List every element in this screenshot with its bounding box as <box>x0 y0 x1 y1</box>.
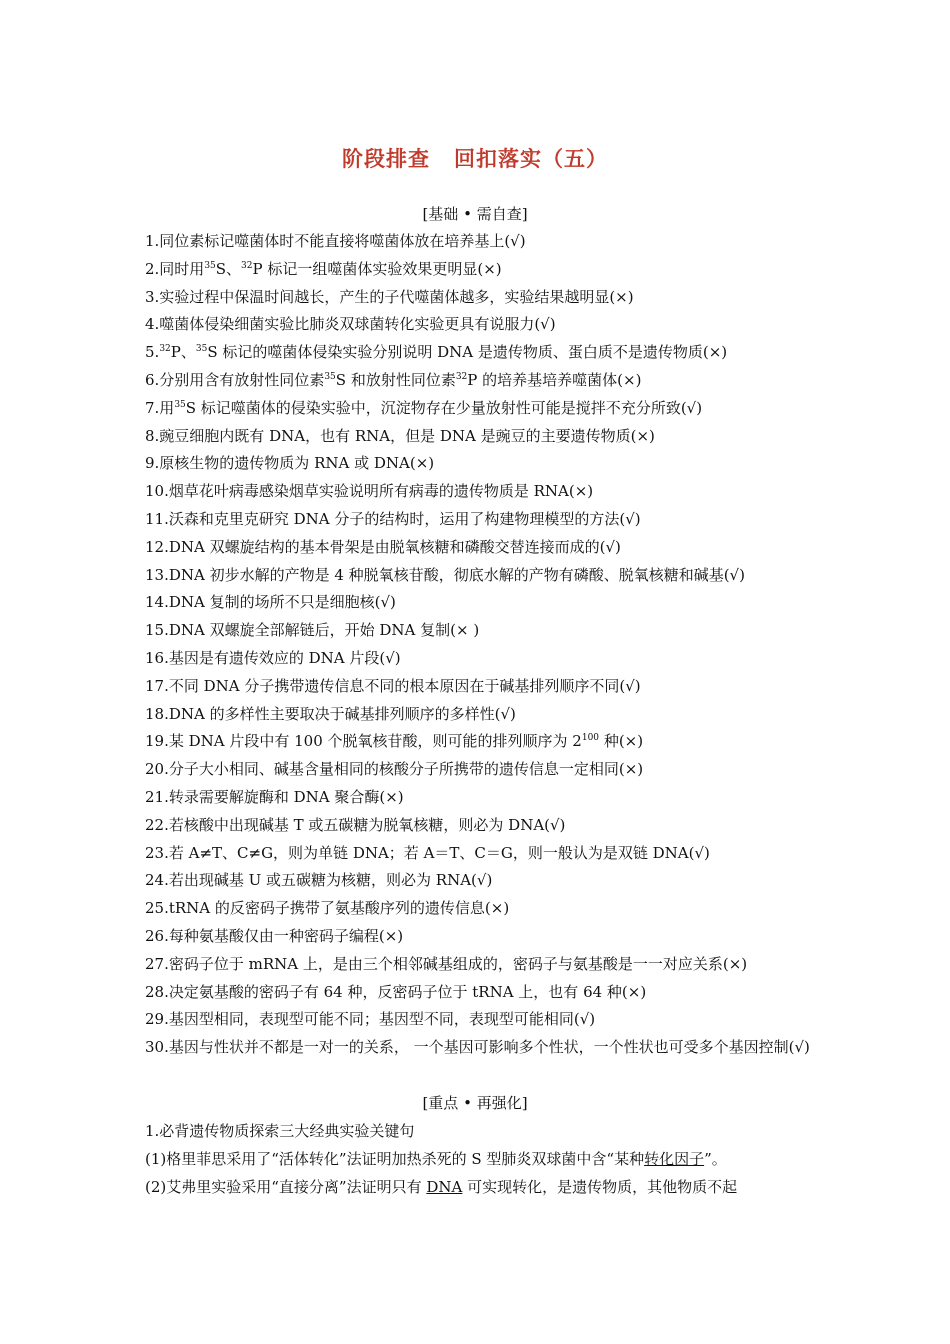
list-item: 1.同位素标记噬菌体时不能直接将噬菌体放在培养基上(√) <box>145 232 526 250</box>
list-item: 30.基因与性状并不都是一对一的关系， 一个基因可影响多个性状，一个性状也可受多个基因控制(√) <box>145 1038 810 1056</box>
list-item: 18.DNA 的多样性主要取决于碱基排列顺序的多样性(√) <box>145 705 516 723</box>
list-item: 27.密码子位于 mRNA 上，是由三个相邻碱基组成的，密码子与氨基酸是一一对应关系(×) <box>145 955 748 973</box>
title-part1: 阶段排查 <box>342 147 430 171</box>
list-item: 12.DNA 双螺旋结构的基本骨架是由脱氧核糖和磷酸交替连接而成的(√) <box>145 538 621 556</box>
key-point-line: (1)格里菲思采用了“活体转化”法证明加热杀死的 S 型肺炎双球菌中含“某种转化因子”。 <box>145 1150 727 1168</box>
list-item: 22.若核酸中出现碱基 T 或五碳糖为脱氧核糖，则必为 DNA(√) <box>145 816 566 834</box>
list-item: 25.tRNA 的反密码子携带了氨基酸序列的遗传信息(×) <box>145 899 510 917</box>
list-item: 3.实验过程中保温时间越长，产生的子代噬菌体越多，实验结果越明显(×) <box>145 288 634 306</box>
underlined-term: DNA <box>426 1178 463 1196</box>
list-item: 28.决定氨基酸的密码子有 64 种，反密码子位于 tRNA 上，也有 64 种(×) <box>145 983 647 1001</box>
underlined-term: 转化因子 <box>644 1150 705 1168</box>
list-item: 20.分子大小相同、碱基含量相同的核酸分子所携带的遗传信息一定相同(×) <box>145 760 644 778</box>
list-item: 26.每种氨基酸仅由一种密码子编程(×) <box>145 927 404 945</box>
list-item: 6.分别用含有放射性同位素$^{35}$S 和放射性同位素$^{32}$P 的培养基培养噬菌体(×) <box>145 371 642 389</box>
list-item: 5.32P、$^{35}$S 标记的噬菌体侵染实验分别说明 DNA 是遗传物质、蛋白质不是遗传物质(×) <box>145 343 728 361</box>
list-item: 8.豌豆细胞内既有 DNA，也有 RNA，但是 DNA 是豌豆的主要遗传物质(×) <box>145 427 655 445</box>
list-item: 21.转录需要解旋酶和 DNA 聚合酶(×) <box>145 788 404 806</box>
page-title <box>0 143 950 173</box>
list-item: 4.噬菌体侵染细菌实验比肺炎双球菌转化实验更具有说服力(√) <box>145 315 556 333</box>
list-item: 15.DNA 双螺旋全部解链后，开始 DNA 复制(× ) <box>145 621 480 639</box>
list-item: 16.基因是有遗传效应的 DNA 片段(√) <box>145 649 401 667</box>
list-item: 2.同时用$^{35}$S、$^{32}$P 标记一组噬菌体实验效果更明显(×) <box>145 260 502 278</box>
title-part2: 回扣落实（五） <box>454 147 608 171</box>
list-item: 7.用$^{35}$S 标记噬菌体的侵染实验中，沉淀物存在少量放射性可能是搅拌不充分所致(√) <box>145 399 703 417</box>
list-item: 13.DNA 初步水解的产物是 4 种脱氧核苷酸，彻底水解的产物有磷酸、脱氧核糖和碱基(√) <box>145 566 745 584</box>
list-item: 23.若 A≠T、C≠G，则为单链 DNA；若 A＝T、C＝G，则一般认为是双链 DNA(√) <box>145 844 710 862</box>
list-item: 19.某 DNA 片段中有 100 个脱氧核苷酸，则可能的排列顺序为 $2^{100}$ 种(×) <box>145 732 644 750</box>
list-item: 11.沃森和克里克研究 DNA 分子的结构时，运用了构建物理模型的方法(√) <box>145 510 641 528</box>
section-heading-key-points: [重点 • 再强化] <box>422 1094 528 1112</box>
list-item: 24.若出现碱基 U 或五碳糖为核糖，则必为 RNA(√) <box>145 871 493 889</box>
key-point-line: (2)艾弗里实验采用“直接分离”法证明只有 DNA 可实现转化，是遗传物质，其他物质不起 <box>145 1178 738 1196</box>
list-item: 14.DNA 复制的场所不只是细胞核(√) <box>145 593 396 611</box>
list-item: 29.基因型相同，表现型可能不同；基因型不同，表现型可能相同(√) <box>145 1010 596 1028</box>
list-item: 17.不同 DNA 分子携带遗传信息不同的根本原因在于碱基排列顺序不同(√) <box>145 677 641 695</box>
list-item: 10.烟草花叶病毒感染烟草实验说明所有病毒的遗传物质是 RNA(×) <box>145 482 594 500</box>
list-item: 9.原核生物的遗传物质为 RNA 或 DNA(×) <box>145 454 435 472</box>
key-point-heading: 1.必背遗传物质探索三大经典实验关键句 <box>145 1122 415 1140</box>
section-heading-basic: [基础 • 需自查] <box>422 205 528 223</box>
